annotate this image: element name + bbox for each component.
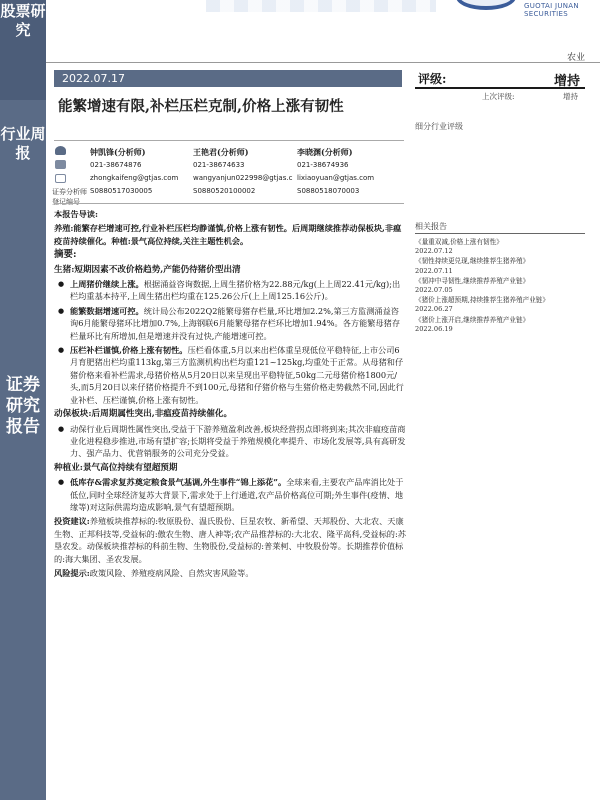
bullet-text: 动保行业后周期性属性突出,受益于下游养殖盈利改善,板块经营拐点即将到来;其次非瘟疫苗商业化进程稳步推进,市场有望扩容;长期将受益于养殖规模化率提升、市场化发展等,具有高研发力、强产品力、优营销服务的公司充分受益。 bbox=[70, 423, 406, 459]
analyst-phone: 021-38674876 bbox=[90, 161, 142, 169]
email-icon bbox=[55, 174, 66, 183]
divider bbox=[415, 233, 585, 234]
bullet-head: 低库存&需求复苏奠定粮食景气基调,外生事件“锦上添花”。 bbox=[70, 477, 287, 488]
bullet-animal-health bbox=[54, 423, 406, 460]
bullet-sows bbox=[54, 305, 406, 342]
left-sidebar bbox=[0, 0, 46, 800]
related-report-item[interactable]: 《韧性持续更兑现,继续推荐生猪养殖》 bbox=[415, 257, 530, 266]
rating-label: 评级: bbox=[418, 72, 447, 86]
related-reports-list bbox=[415, 238, 585, 335]
bullet-text: 统计局公布2022Q2能繁母猪存栏量,环比增加2.2%,第三方监测涌益咨询6月能繁母猪环比增加0.7%,上海钢联6月能繁母猪存栏环比增加1.94%。各方能繁母猪存栏量环比有所增加,但是增速并没有过快,产能增速可控。 bbox=[70, 305, 401, 341]
invest-head: 投资建议: bbox=[54, 516, 90, 527]
analyst-id: S0880518070003 bbox=[297, 187, 360, 195]
guide-text: 养殖:能繁存栏增速可控,行业补栏压栏均静谨慎,价格上涨有韧性。后周期继续推荐动保板块,非瘟疫苗持续催化。种植:景气高位持续,关注主题性机会。 bbox=[54, 223, 402, 246]
sidebar-stock-research: 股票研究 bbox=[0, 0, 46, 100]
person-icon bbox=[55, 146, 66, 155]
section-hogs: 生猪:短期因素不改价格趋势,产能仍待猪价型出清 bbox=[54, 264, 241, 275]
header-decoration bbox=[206, 0, 436, 12]
divider bbox=[54, 203, 404, 204]
divider bbox=[415, 87, 585, 89]
analyst-field-labels bbox=[52, 187, 87, 207]
bullet-restocking bbox=[54, 344, 406, 406]
analyst-name: 王艳君(分析师) bbox=[193, 147, 249, 157]
analyst-2 bbox=[193, 146, 292, 198]
analyst-email[interactable]: zhongkaifeng@gtjas.com bbox=[90, 174, 179, 182]
analyst-phone: 021-38674936 bbox=[297, 161, 349, 169]
previous-rating-label: 上次评级: bbox=[482, 92, 515, 101]
analyst-id: S0880517030005 bbox=[90, 187, 153, 195]
phone-icon bbox=[55, 160, 66, 169]
bullet-head: 压栏补栏谨慎,价格上涨有韧性。 bbox=[70, 345, 188, 356]
divider bbox=[46, 62, 600, 63]
rating-value: 增持 bbox=[553, 74, 580, 89]
report-date: 2022.07.17 bbox=[54, 70, 402, 87]
analyst-icons bbox=[55, 146, 69, 188]
risk-text: 政策风险、养殖疫病风险、自然灾害风险等。 bbox=[89, 567, 254, 578]
company-logo-icon bbox=[456, 0, 516, 10]
risk-head: 风险提示: bbox=[54, 567, 90, 578]
related-reports-title: 相关报告 bbox=[415, 222, 447, 231]
analyst-name: 钟凯锋(分析师) bbox=[90, 147, 146, 157]
investment-advice bbox=[54, 515, 406, 565]
related-report-item[interactable]: 《量重双减,价格上涨有韧性》 bbox=[415, 238, 503, 246]
analyst-email[interactable]: lixiaoyuan@gtjas.com bbox=[297, 174, 375, 182]
related-report-item[interactable]: 《猪价上涨超预期,持续推荐生猪养殖产业链》 bbox=[415, 296, 549, 305]
bullet-planting bbox=[54, 476, 406, 513]
bullet-price bbox=[54, 278, 406, 303]
risk-warning bbox=[54, 567, 406, 579]
related-report-item[interactable]: 《韧冲中寻韧性,继续推荐养殖产业链》 bbox=[415, 276, 530, 285]
related-report-date: 2022.07.11 bbox=[415, 266, 453, 275]
label-analyst: 证券分析师 bbox=[52, 188, 87, 196]
report-title: 能繁增速有限,补栏压栏克制,价格上涨有韧性 bbox=[58, 98, 344, 115]
report-body bbox=[54, 208, 406, 581]
related-report-item[interactable]: 《猪价上涨开启,继续推荐养殖产业链》 bbox=[415, 315, 530, 324]
industry-tag: 农业 bbox=[566, 53, 585, 63]
analyst-name: 李晓渊(分析师) bbox=[297, 147, 353, 157]
label-registration: 登记编号 bbox=[52, 198, 80, 206]
related-report-date: 2022.06.19 bbox=[415, 324, 453, 333]
header-band bbox=[46, 0, 600, 18]
bullet-head: 上周猪价继续上涨。 bbox=[70, 279, 144, 290]
guide-title: 本报告导读: bbox=[54, 209, 98, 219]
abstract-title: 摘要: bbox=[54, 249, 77, 261]
sub-industry-rating: 细分行业评级 bbox=[415, 122, 463, 131]
analyst-email[interactable]: wangyanjun022998@gtjas.c bbox=[193, 174, 293, 182]
related-report-date: 2022.06.27 bbox=[415, 305, 453, 314]
analyst-id: S0880520100002 bbox=[193, 187, 256, 195]
previous-rating-value: 增持 bbox=[563, 92, 578, 101]
section-animal-health: 动保板块:后周期属性突出,非瘟疫苗持续催化。 bbox=[54, 409, 233, 420]
related-report-date: 2022.07.05 bbox=[415, 286, 453, 295]
invest-text: 养殖板块推荐标的:牧原股份、温氏股份、巨星农牧、新希望、天邦股份、大北农、天康生物、正邦科技等,受益标的:傲农生物、唐人神等;农产品推荐标的:大北农、隆平高科,受益标的:苏垦农发。动保板块推荐标的科前生物、生物股份,受益标的:普莱柯、中牧股份等。长期推荐价值标的:海大集团、圣农发展。 bbox=[54, 516, 406, 564]
section-planting: 种植业:景气高位持续有望超预期 bbox=[54, 462, 178, 473]
related-report-date: 2022.07.12 bbox=[415, 247, 453, 256]
sidebar-industry-weekly: 行业周报 bbox=[0, 125, 46, 162]
analyst-3 bbox=[297, 146, 374, 198]
divider bbox=[54, 140, 404, 141]
bullet-head: 能繁数据增速可控。 bbox=[70, 305, 144, 316]
bullet-text: 全球来看,主要农产品库消比处于低位,同时全球经济复苏大背景下,需求处于上行通道,农产品价格高位可期;外生事件(疫情、地缘等)对这际供需均造成影响,景气有望超预期。 bbox=[70, 477, 404, 512]
sidebar-securities-report: 证券研究报告 bbox=[6, 375, 40, 437]
company-logo-text: GUOTAI JUNAN SECURITIES bbox=[524, 2, 579, 18]
bullet-text: 压栏看体重,5月以来出栏体重呈现低位平稳特征,上市公司6月育肥猪出栏均重113kg,第三方监测机构出栏均重121~125kg,均重处于正常。从母猪和仔猪价格来看补栏需求,母猪价格从5月20日以来呈现出平稳特征,50kg二元母猪价格1800元/头,而5月20日以来仔猪价格提升不到100元,母猪和仔猪价格与生猪价格走势截然不同,因此行业补栏、压栏谨慎,价格上涨有韧性。 bbox=[70, 345, 404, 405]
analyst-1 bbox=[90, 146, 178, 198]
analyst-phone: 021-38674633 bbox=[193, 161, 245, 169]
bullet-text: 根据涌益咨询数据,上周生猪价格为22.88元/kg(上上周22.41元/kg);出栏均重基本持平,上周生猪出栏均重在125.26公斤(上上周125.16公斤)。 bbox=[70, 279, 401, 302]
